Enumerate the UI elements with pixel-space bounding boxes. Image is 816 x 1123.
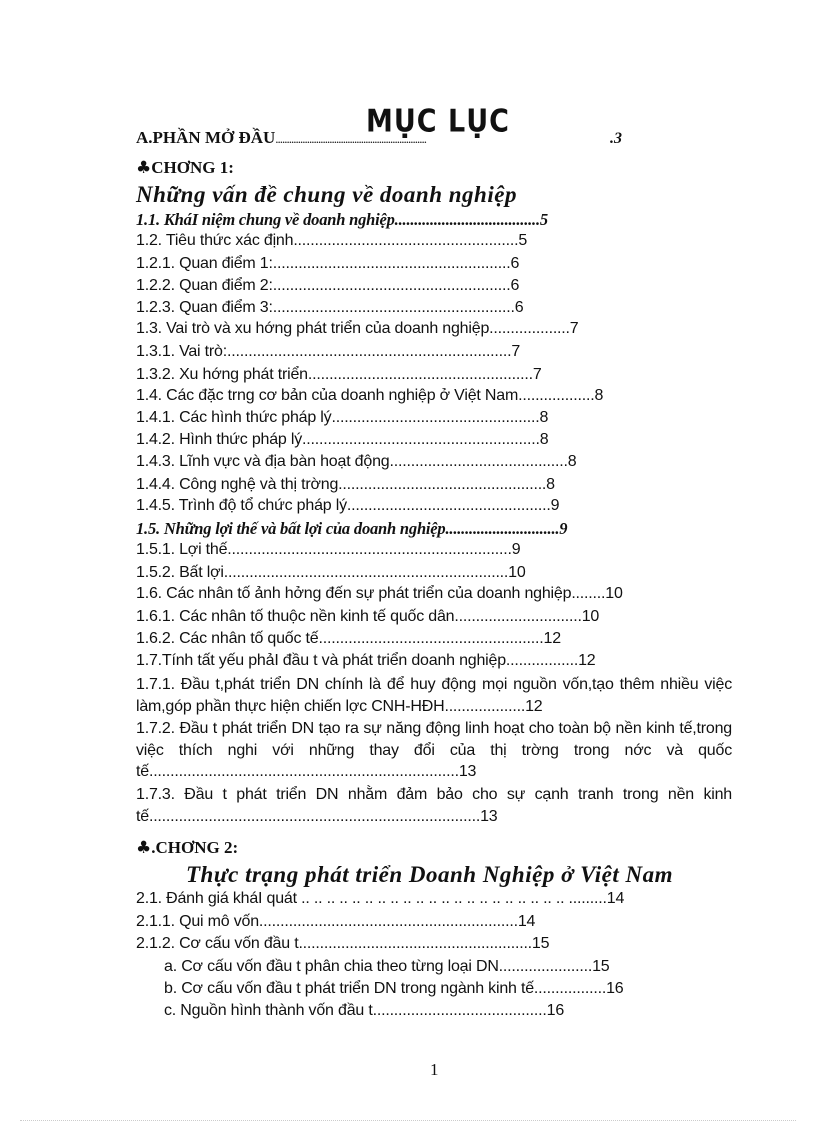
page-title: MỤC LỤC (366, 103, 510, 140)
page-bottom-divider (20, 1120, 796, 1121)
toc-entry-1-4-2: 1.4.2. Hình thức pháp lý........................................................8 (136, 431, 549, 448)
toc-entry-1-2-text: 1.2. Tiêu thức xác định.....................................................5 (136, 232, 528, 249)
toc-entry-1-3-2: 1.3.2. Xu hớng phát triển.....................................................7 (136, 366, 542, 383)
toc-entry-1-4-1: 1.4.1. Các hình thức pháp lý.................................................8 (136, 409, 549, 426)
toc-entry-1-7-2: 1.7.2. Đầu t phát triển DN tạo ra sự năng động linh hoạt cho toàn bộ nền kinh tế,trong việc thích nghi với những thay đổi của thị trờng trong nớc và quốc tế.........................................................................13 (136, 720, 732, 780)
toc-entry-2-1-2-b: b. Cơ cấu vốn đầu t phát triển DN trong ngành kinh tế.................16 (164, 980, 624, 997)
toc-part-a-page: .3 (610, 130, 622, 147)
chapter2-label: .CHƠNG 2: (151, 838, 239, 857)
toc-entry-1-2-2: 1.2.2. Quan điểm 2:........................................................6 (136, 277, 520, 294)
toc-entry-1-7-3: 1.7.3. Đầu t phát triển DN nhằm đảm bảo cho sự cạnh tranh trong nền kinh tế..............................................................................13 (136, 786, 732, 825)
toc-entry-2-1-2-a: a. Cơ cấu vốn đầu t phân chia theo từng loại DN......................15 (164, 958, 610, 975)
toc-entry-1-7: 1.7.Tính tất yếu phảI đầu t và phát triển doanh nghiệp.................12 (136, 652, 596, 669)
toc-entry-2-1-1: 2.1.1. Qui mô vốn.............................................................14 (136, 913, 536, 930)
toc-entry-1-2 (136, 232, 527, 250)
chapter2-subtitle: Thực trạng phát triển Doanh Nghiệp ở Việt Nam (186, 862, 673, 887)
toc-entry-1-4-3: 1.4.3. Lĩnh vực và địa bàn hoạt động..........................................8 (136, 453, 577, 470)
toc-entry-1-1: 1.1. KháI niệm chung về doanh nghiệp.....................................5 (136, 210, 548, 229)
page-number: 1 (430, 1060, 439, 1079)
toc-entry-1-2-3: 1.2.3. Quan điểm 3:.........................................................6 (136, 299, 524, 316)
toc-entry-1-7-1: 1.7.1. Đầu t,phát triển DN chính là để huy động mọi nguồn vốn,tạo thêm nhiều việc làm,góp phần thực hiện chiến lợc CNH-HĐH...................12 (136, 676, 732, 715)
chapter1-label: CHƠNG 1: (151, 158, 234, 177)
toc-part-a (136, 128, 426, 148)
toc-part-a-label: A.PHẦN MỞ ĐẦU (136, 128, 276, 147)
club-icon: ♣ (136, 838, 152, 858)
chapter1-heading (136, 158, 234, 178)
toc-part-a-dots: ................................................................... (275, 131, 427, 146)
toc-entry-2-1: 2.1. Đánh giá kháI quát .. .. .. .. .. .. .. .. .. .. .. .. .. .. .. .. .. .. .. .. .. .........14 (136, 890, 625, 907)
chapter2-heading (136, 838, 238, 858)
toc-entry-1-6-1: 1.6.1. Các nhân tố thuộc nền kinh tế quốc dân..............................10 (136, 608, 600, 625)
chapter1-subtitle: Những vấn đề chung về doanh nghiệp (136, 182, 517, 207)
toc-entry-1-5-2: 1.5.2. Bất lợi...................................................................10 (136, 564, 526, 581)
toc-entry-1-6: 1.6. Các nhân tố ảnh hởng đến sự phát triển của doanh nghiệp........10 (136, 585, 623, 602)
toc-entry-2-1-2: 2.1.2. Cơ cấu vốn đầu t.......................................................15 (136, 935, 550, 952)
toc-entry-1-3: 1.3. Vai trò và xu hớng phát triển của doanh nghiệp...................7 (136, 320, 579, 337)
toc-entry-1-6-2: 1.6.2. Các nhân tố quốc tế.....................................................12 (136, 630, 561, 647)
toc-entry-1-5: 1.5. Những lợi thế và bất lợi của doanh nghiệp.............................9 (136, 519, 568, 538)
toc-entry-1-5-1: 1.5.1. Lợi thế...................................................................9 (136, 541, 521, 558)
toc-entry-2-1-2-c: c. Nguồn hình thành vốn đầu t.........................................16 (164, 1002, 565, 1019)
toc-entry-1-2-1: 1.2.1. Quan điểm 1:........................................................6 (136, 255, 520, 272)
toc-entry-1-4-4: 1.4.4. Công nghệ và thị trờng.................................................8 (136, 476, 555, 493)
toc-entry-1-3-1: 1.3.1. Vai trò:...................................................................7 (136, 343, 521, 360)
toc-entry-1-4: 1.4. Các đặc trng cơ bản của doanh nghiệp ở Việt Nam..................8 (136, 387, 604, 404)
club-icon: ♣ (136, 158, 152, 178)
toc-entry-1-4-5: 1.4.5. Trình độ tổ chức pháp lý................................................9 (136, 497, 560, 514)
